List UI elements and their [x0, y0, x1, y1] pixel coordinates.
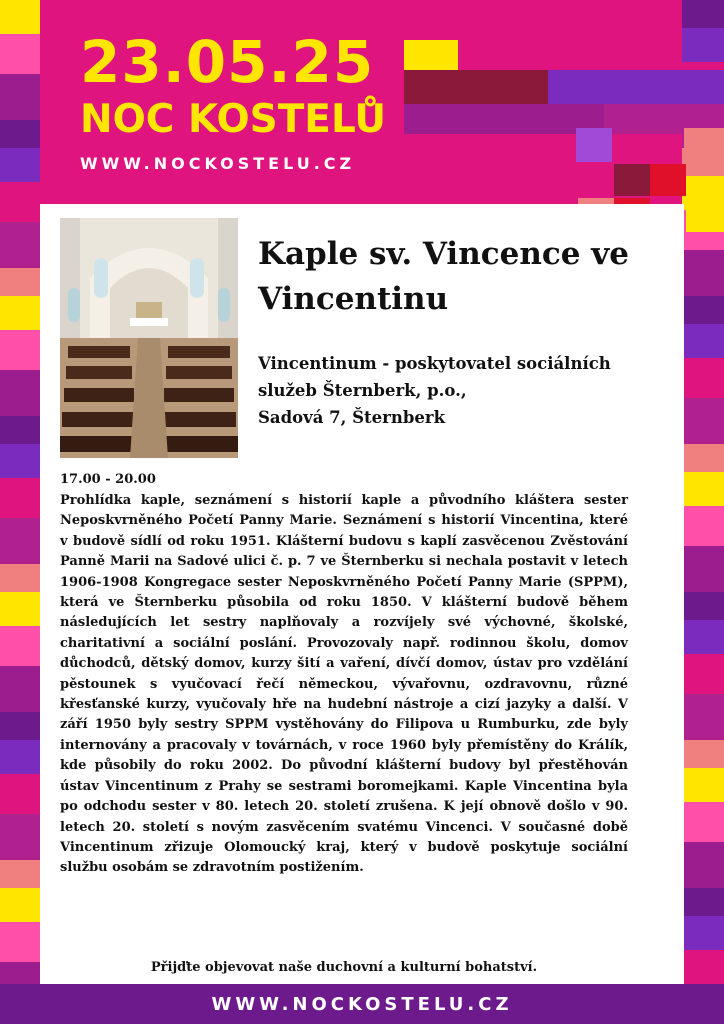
stripe-block: [0, 120, 40, 148]
stripe-block: [0, 416, 40, 444]
stripe-block: [0, 34, 40, 74]
stripe-block: [0, 0, 40, 34]
stripe-block: [682, 802, 724, 842]
stripe-block: [0, 222, 40, 268]
event-title: NOC KOSTELŮ: [80, 97, 387, 142]
header-pixel-pattern: [404, 0, 724, 232]
stripe-block: [682, 358, 724, 398]
content-panel: [40, 204, 684, 984]
stripe-block: [682, 592, 724, 620]
stripe-block: [682, 546, 724, 592]
stripe-block: [0, 370, 40, 416]
stripe-block: [682, 768, 724, 802]
stripe-block: [0, 740, 40, 774]
venue-address: Sadová 7, Šternberk: [258, 408, 446, 427]
stripe-block: [0, 814, 40, 860]
stripe-block: [0, 518, 40, 564]
stripe-block: [0, 74, 40, 120]
stripe-block: [0, 888, 40, 922]
stripe-block: [682, 842, 724, 888]
stripe-block: [682, 888, 724, 916]
event-date: 23.05.25: [80, 28, 375, 96]
stripe-block: [682, 916, 724, 950]
stripe-block: [682, 620, 724, 654]
closing-invitation: Přijďte objevovat naše duchovní a kulturní bohatství.: [150, 960, 538, 975]
stripe-block: [0, 626, 40, 666]
organization-line-1: Vincentinum - poskytovatel sociálních: [258, 354, 611, 373]
stripe-block: [682, 506, 724, 546]
stripe-block: [0, 182, 40, 222]
venue-organization: [258, 350, 668, 431]
stripe-block: [682, 740, 724, 768]
stripe-block: [682, 654, 724, 694]
organization-line-2: služeb Šternberk, p.o.,: [258, 381, 467, 400]
stripe-block: [0, 666, 40, 712]
stripe-block: [0, 922, 40, 962]
stripe-block: [682, 250, 724, 296]
venue-title: Kaple sv. Vincence ve Vincentinu: [258, 236, 630, 317]
stripe-block: [0, 592, 40, 626]
program-description: Prohlídka kaple, seznámení s historií kaple a původního kláštera sester Neposkvrněného Početí Panny Marie. Seznámení s historií Vincentina, které v budově sídlí od roku 1951. Klášterní budovu s kaplí zasvěcenou Zvěstování Panně Marii na Sadové ulici č. p. 7 ve Šternberku si nechala postavit v letech 1906-1908 Kongregace sester Neposkvrněného Početí Panny Marie (SPPM), která ve Šternberku působila od roku 1850. V klášterní budově během následujících let sestry naplňovaly a rozvíjely své výchovné, školské, charitativní a sociální poslání. Provozovaly např. rodinnou školu, domov důchodců, dětský domov, kurzy šití a vaření, dívčí domov, ústav pro vzdělání pěstounek s vyučovací řečí německou, vývařovnu, ozdravovnu, různé křesťanské kurzy, vyučovaly hře na hudební nástroje a cizí jazyky a další. V září 1950 byly sestry SPPM vystěhovány do Filipova u Rumburku, zde byly internovány a pracovaly v továrnách, v roce 1960 byly přemístěny do Králík, kde působily do roku 2002. Do původní klášterní budovy byl přestěhován ústav Vincentinum z Prahy se sestrami boromejkami. Kaple Vincentina byla po odchodu sester v 80. letech 20. století zrušena. K její obnově došlo v 90. letech 20. století s novým zasvěcením svatému Vincenci. V současné době Vincentinum zřizuje Olomoucký kraj, který v budově poskytuje sociální službu osobám se zdravotním postižením.: [60, 493, 628, 876]
chapel-interior-photo: [60, 218, 238, 458]
program-time: 17.00 - 20.00: [60, 472, 156, 487]
stripe-block: [0, 444, 40, 478]
footer-website-link[interactable]: WWW.NOCKOSTELU.CZ: [211, 994, 513, 1015]
footer-bar: [0, 984, 724, 1024]
stripe-block: [682, 694, 724, 740]
stripe-block: [0, 268, 40, 296]
stripe-block: [0, 296, 40, 330]
stripe-block: [0, 712, 40, 740]
stripe-block: [682, 472, 724, 506]
stripe-block: [682, 296, 724, 324]
stripe-block: [682, 324, 724, 358]
stripe-block: [0, 774, 40, 814]
stripe-block: [0, 478, 40, 518]
stripe-block: [0, 330, 40, 370]
stripe-block: [0, 148, 40, 182]
header-website-link[interactable]: WWW.NOCKOSTELU.CZ: [80, 154, 356, 173]
stripe-block: [0, 564, 40, 592]
stripe-block: [0, 860, 40, 888]
left-decorative-stripes: [0, 0, 40, 1024]
stripe-block: [682, 398, 724, 444]
stripe-block: [682, 444, 724, 472]
